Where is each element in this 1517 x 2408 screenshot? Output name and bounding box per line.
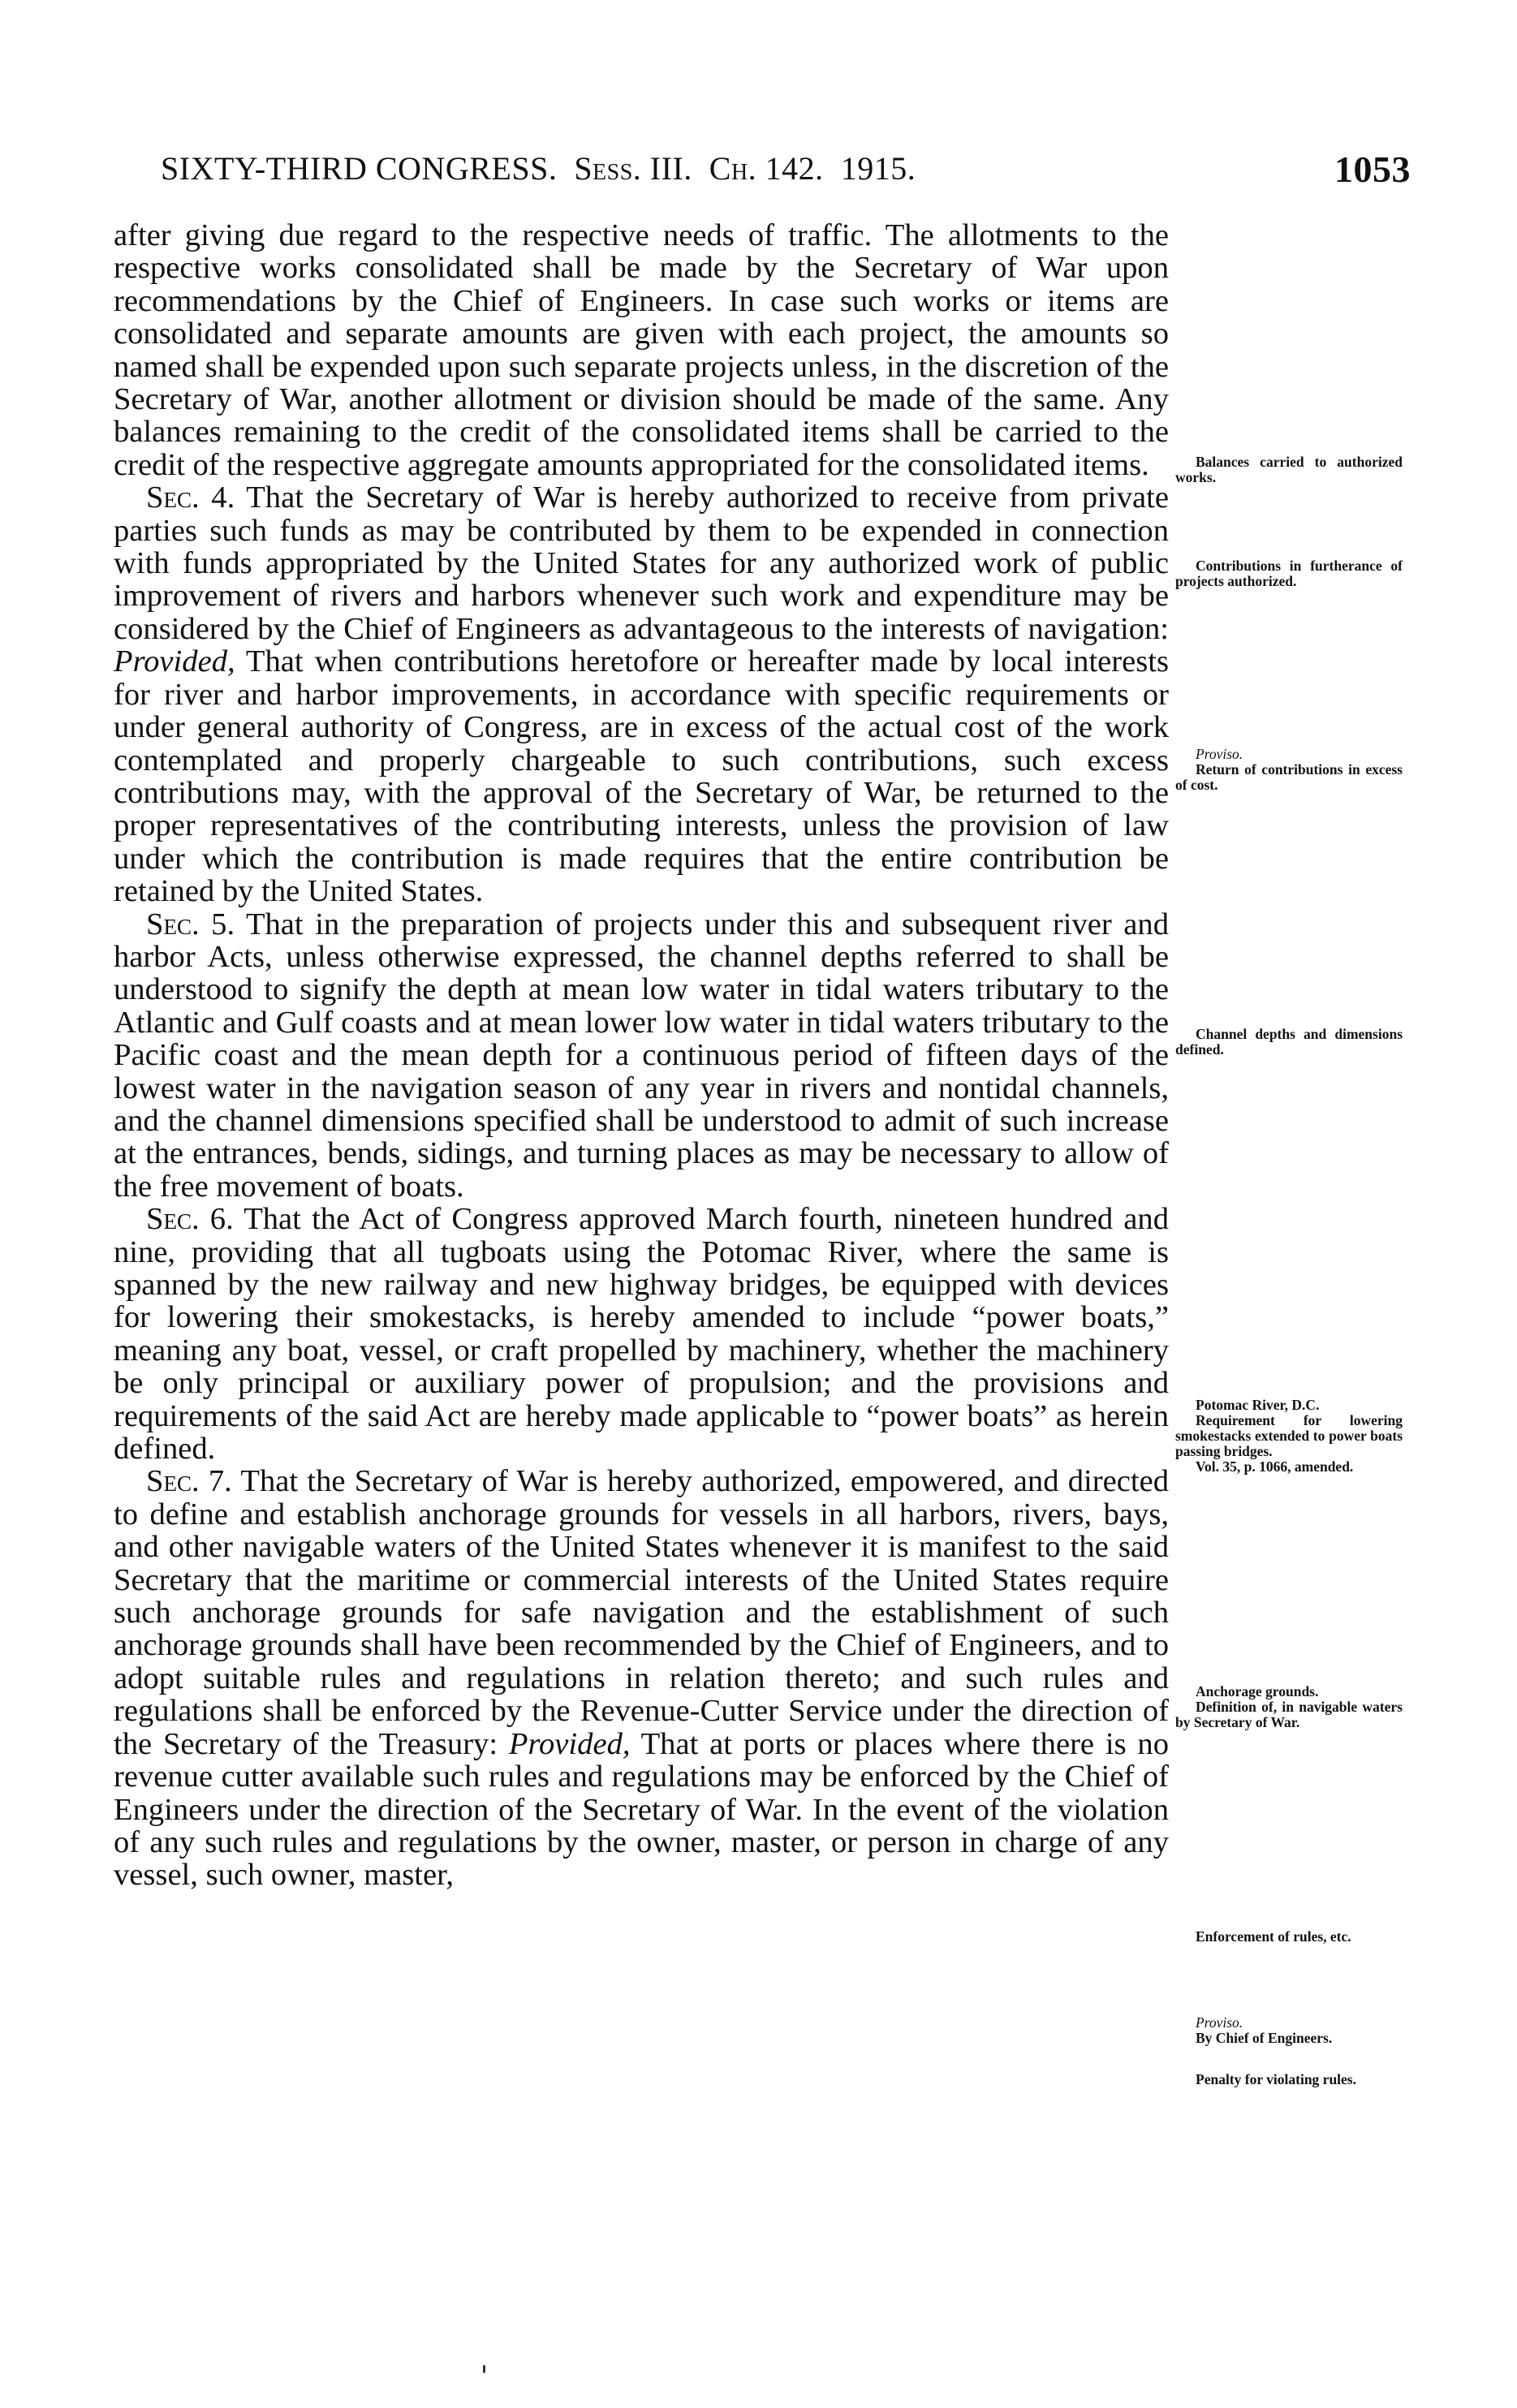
section-4 bbox=[114, 481, 1169, 907]
section-5-label: Sec. 5. bbox=[146, 907, 235, 941]
definition-text: Definition of, in navigable waters by Secretary of War. bbox=[1175, 1699, 1403, 1730]
margin-note-chief-engineers bbox=[1175, 2015, 1403, 2046]
section-6-text: That the Act of Congress approved March fourth, nineteen hundred and nine, providing that all tugboats using the Potomac River, where the same is spanned by the new railway and new highway bridges, be equipped with devices for lowering their smokestacks, is hereby amended to include “power boats,” meaning any boat, vessel, or craft propelled by machinery, whether the machinery be only principal or auxiliary power of propulsion; and the provisions and requirements of the said Act are hereby made applicable to “power boats” as herein defined. bbox=[114, 1202, 1170, 1467]
running-header bbox=[161, 149, 1411, 198]
statute-body bbox=[114, 219, 1169, 1892]
margin-note-enforcement: Enforcement of rules, etc. bbox=[1196, 1928, 1351, 1945]
section-7-text-b: That at ports or places where there is no revenue cutter available such rules and regulations may be enforced by the Chief of Engineers under the direction of the Secretary of War. In the event of the violation of any such rules and regulations by the owner, master, or person in charge of any vessel, such owner, master, bbox=[114, 1726, 1169, 1893]
section-4-text-b: That when contributions heretofore or hereafter made by local interests for river and harbor improvements, in accordance with specific requirements or under general authority of Congress, are in excess of the actual cost of the work contemplated and properly chargeable to such contributions, such excess contributions may, with the approval of the Secretary of War, be returned to the proper representatives of the contributing interests, unless the provision of law under which the contribution is made requires that the entire contribution be retained by the United States. bbox=[114, 644, 1169, 909]
section-7-label: Sec. 7. bbox=[146, 1464, 232, 1499]
margin-note-anchorage bbox=[1175, 1684, 1403, 1730]
congress-label: SIXTY-THIRD CONGRESS. bbox=[161, 150, 558, 187]
margin-note-return-contributions bbox=[1175, 747, 1403, 793]
section-6-label: Sec. 6. bbox=[146, 1202, 234, 1237]
proviso-label: Proviso. bbox=[1196, 2014, 1243, 2031]
vol-35-reference: Vol. 35, p. 1066, amended. bbox=[1196, 1458, 1354, 1475]
section-4-provided: Provided, bbox=[114, 644, 235, 679]
page-number: 1053 bbox=[1334, 149, 1411, 190]
section-5 bbox=[114, 908, 1169, 1204]
running-title bbox=[161, 149, 916, 187]
chief-engineers-text: By Chief of Engineers. bbox=[1196, 2030, 1333, 2046]
anchorage-heading: Anchorage grounds. bbox=[1196, 1683, 1319, 1699]
section-6 bbox=[114, 1203, 1169, 1465]
margin-note-contributions: Contributions in furtherance of projects authorized. bbox=[1175, 558, 1403, 589]
session-label: Sess. III. bbox=[574, 150, 692, 187]
margin-note-channel-depths: Channel depths and dimensions defined. bbox=[1175, 1026, 1403, 1058]
paragraph-consolidated-items: after giving due regard to the respective needs of traffic. The allotments to the respective works consolidated shall be made by the Secretary of War upon recommendations by the Chief of Engineers. In case such works or items are consolidated and separate amounts are given with each project, the amounts so named shall be expended upon such separate projects unless, in the discretion of the Secretary of War, another allotment or division should be made of the same. Any balances remaining to the credit of the consolidated items shall be carried to the credit of the respective aggregate amounts appropriated for the consolidated items. bbox=[114, 218, 1169, 482]
year-label: 1915. bbox=[840, 150, 916, 187]
margin-note-balances: Balances carried to authorized works. bbox=[1175, 454, 1403, 485]
section-7 bbox=[114, 1465, 1169, 1891]
return-contributions-text: Return of contributions in excess of cost. bbox=[1175, 761, 1403, 793]
section-4-label: Sec. 4. bbox=[146, 480, 235, 515]
potomac-heading: Potomac River, D.C. bbox=[1196, 1397, 1320, 1413]
chapter-label: Ch. 142. bbox=[709, 150, 824, 187]
section-7-text-a: That the Secretary of War is hereby authorized, empowered, and directed to define and establish anchorage grounds for vessels in all harbors, rivers, bays, and other navigable waters of the United States whenever it is manifest to the said Secretary that the maritime or commercial interests of the United States require such anchorage grounds for safe navigation and the establishment of such anchorage grounds shall have been recommended by the Chief of Engineers, and to adopt suitable rules and regulations in relation thereto; and such rules and regulations shall be enforced by the Revenue-Cutter Service under the direction of the Secretary of the Treasury: bbox=[114, 1464, 1169, 1761]
print-mark bbox=[483, 2365, 485, 2373]
proviso-label: Proviso. bbox=[1196, 746, 1243, 762]
section-4-text-a: That the Secretary of War is hereby authorized to receive from private parties such funds as may be contributed by them to be expended in connection with funds appropriated by the United States for any authorized work of public improvement of rivers and harbors whenever such work and expenditure may be considered by the Chief of Engineers as advantageous to the interests of navigation: bbox=[114, 480, 1169, 646]
margin-note-penalty: Penalty for violating rules. bbox=[1196, 2071, 1356, 2087]
section-7-provided: Provided, bbox=[508, 1726, 631, 1761]
smokestacks-text: Requirement for lowering smokestacks extended to power boats passing bridges. bbox=[1175, 1412, 1403, 1459]
section-5-text: That in the preparation of projects under this and subsequent river and harbor Acts, unless otherwise expressed, the channel depths referred to shall be understood to signify the depth at mean low water in tidal waters tributary to the Atlantic and Gulf coasts and at mean lower low water in tidal waters tributary to the Pacific coast and the mean depth for a continuous period of fifteen days of the lowest water in the navigation season of any year in rivers and nontidal channels, and the channel dimensions specified shall be understood to admit of such increase at the entrances, bends, sidings, and turning places as may be necessary to allow of the free movement of boats. bbox=[114, 907, 1169, 1204]
margin-note-potomac bbox=[1175, 1398, 1403, 1475]
